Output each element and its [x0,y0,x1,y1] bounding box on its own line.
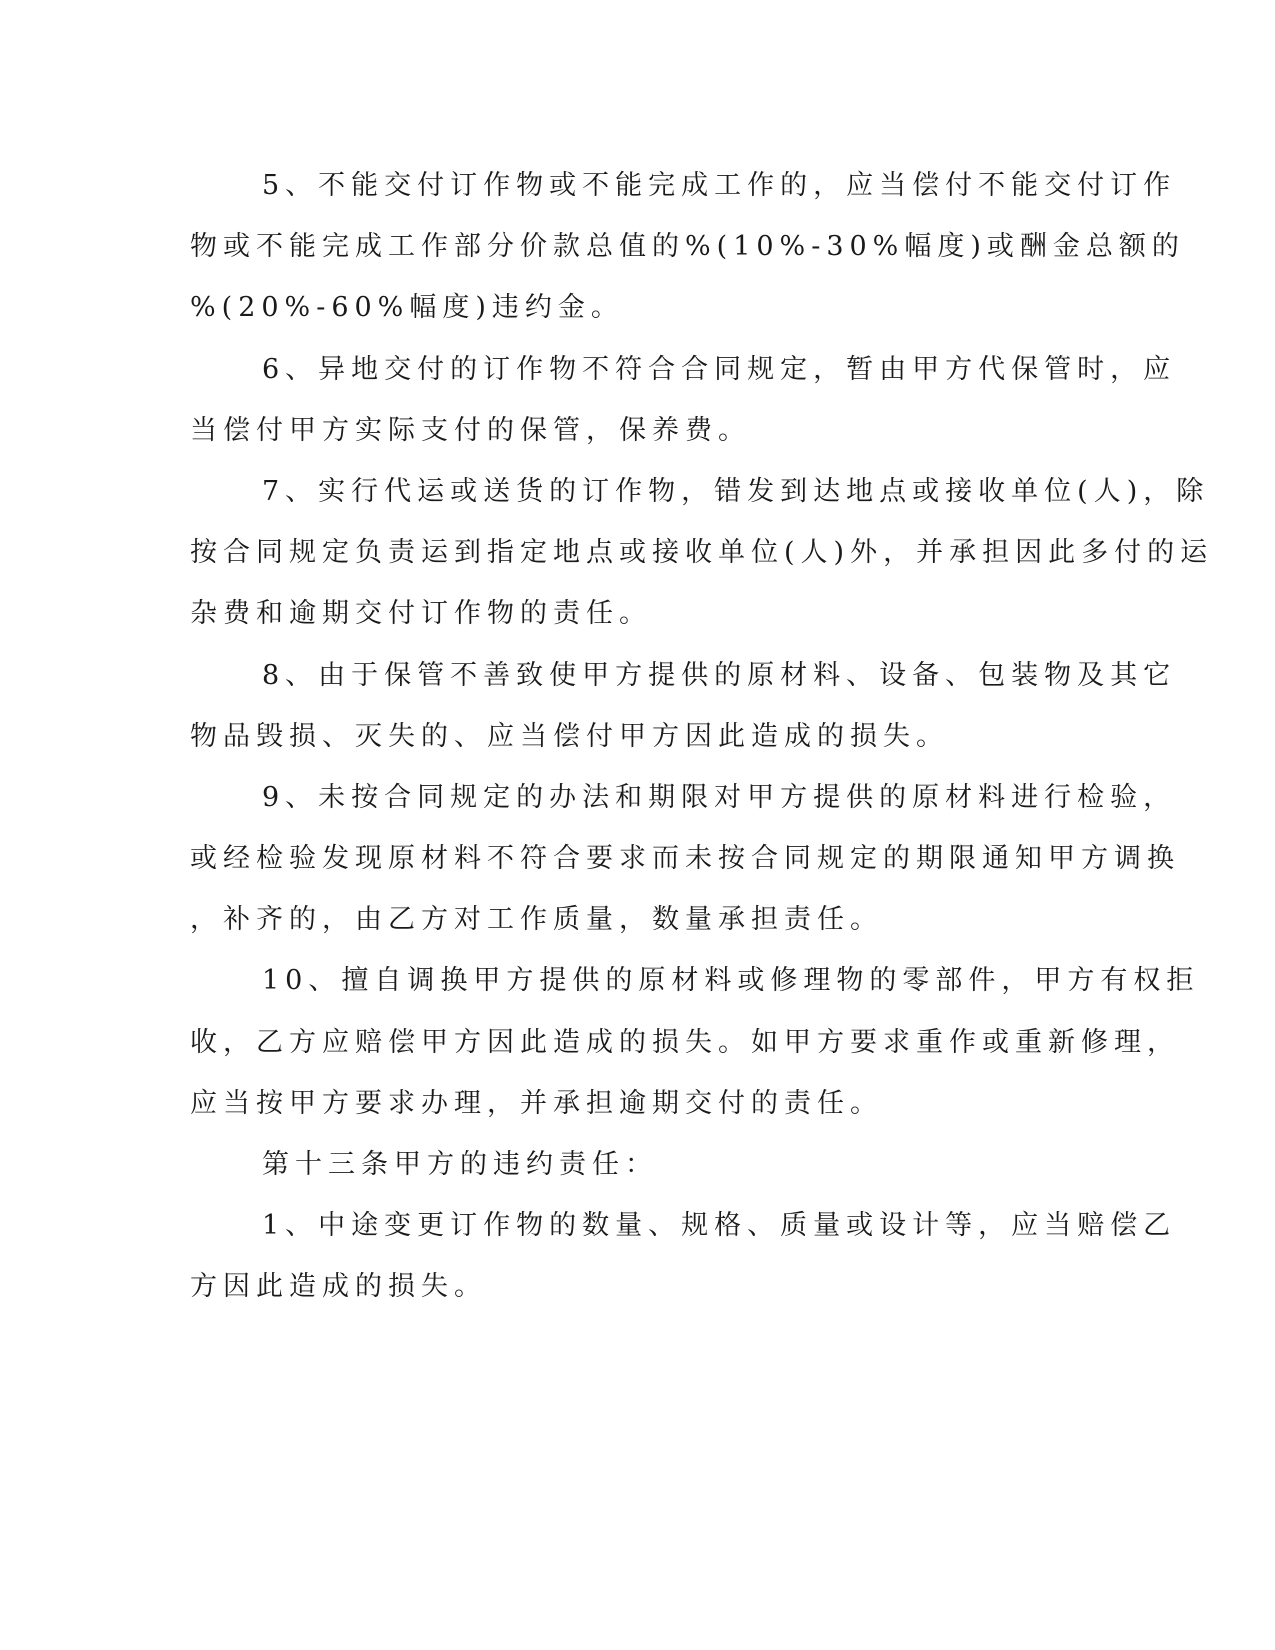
text-line: 5、不能交付订作物或不能完成工作的，应当偿付不能交付订作 [262,170,1177,201]
text-line: 1、中途变更订作物的数量、规格、质量或设计等，应当赔偿乙 [262,1210,1177,1242]
document-body [190,155,1214,1318]
text-line: 或经检验发现原材料不符合要求而未按合同规定的期限通知甲方调换 [190,843,1180,875]
text-line: 8、由于保管不善致使甲方提供的原材料、设备、包装物及其它 [262,659,1177,691]
text-line: 物或不能完成工作部分价款总值的%(10%-30%幅度)或酬金总额的 [190,231,1185,263]
text-line: %(20%-60%幅度)违约金。 [190,292,624,324]
text-line: 应当按甲方要求办理，并承担逾期交付的责任。 [190,1087,883,1119]
text-line: 当偿付甲方实际支付的保管，保养费。 [190,414,751,446]
text-line: 6、异地交付的订作物不符合合同规定，暂由甲方代保管时，应 [262,353,1177,385]
text-line: 10、擅自调换甲方提供的原材料或修理物的零部件，甲方有权拒 [262,965,1200,997]
text-line: 物品毁损、灭失的、应当偿付甲方因此造成的损失。 [190,720,949,752]
text-line: 按合同规定负责运到指定地点或接收单位(人)外，并承担因此多付的运 [190,537,1214,569]
text-line: ，补齐的，由乙方对工作质量，数量承担责任。 [190,904,883,936]
text-line: 方因此造成的损失。 [190,1271,487,1303]
text-line: 7、实行代运或送货的订作物，错发到达地点或接收单位(人)，除 [262,475,1210,507]
text-line: 杂费和逾期交付订作物的责任。 [190,598,652,630]
text-line: 9、未按合同规定的办法和期限对甲方提供的原材料进行检验， [262,781,1177,813]
text-line: 收，乙方应赔偿甲方因此造成的损失。如甲方要求重作或重新修理， [190,1026,1180,1058]
section-heading: 第十三条甲方的违约责任： [262,1149,658,1180]
